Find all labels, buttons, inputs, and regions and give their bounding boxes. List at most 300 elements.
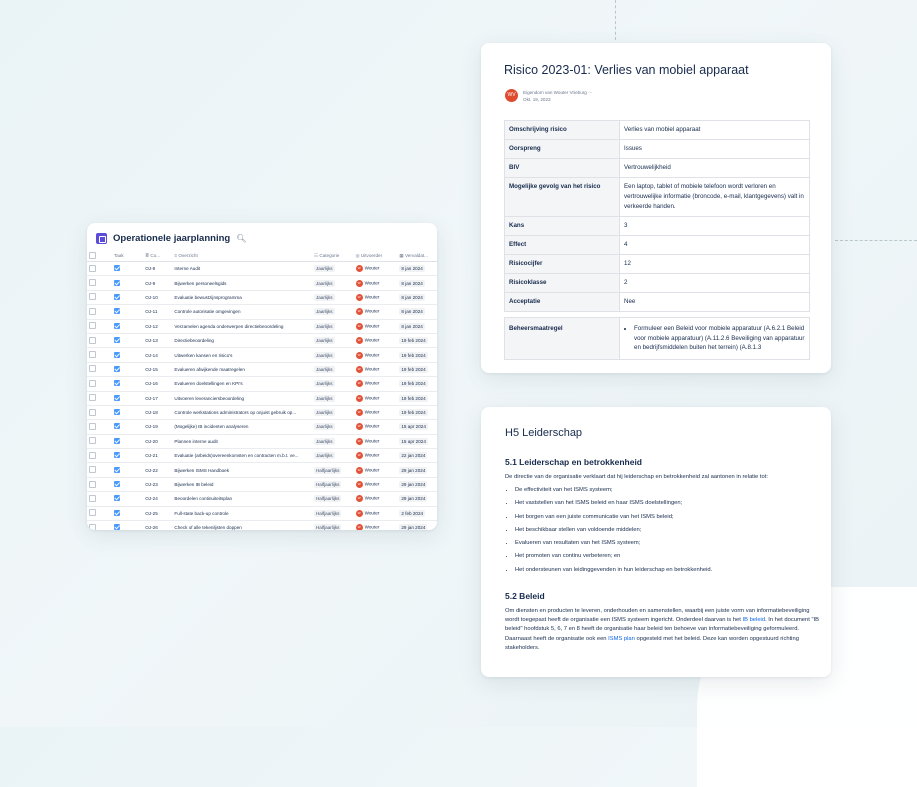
category-cell xyxy=(312,463,354,477)
measure-value xyxy=(620,318,810,360)
due-date: 8 jan 2024 xyxy=(401,266,423,272)
issue-summary[interactable]: Evalueren afwijkende maatregelen xyxy=(172,362,312,376)
dashed-connector xyxy=(615,0,616,40)
category-badge: Jaarlijks xyxy=(315,410,333,416)
category-badge: Jaarlijks xyxy=(315,309,333,315)
due-date-cell[interactable] xyxy=(397,305,437,319)
avatar: W xyxy=(356,438,363,445)
risk-field-value: Nee xyxy=(620,293,810,312)
avatar: W xyxy=(356,510,363,517)
list-item: • Het vaststellen van het ISMS beleid en haar ISMS doelstellingen; xyxy=(515,497,712,510)
issue-summary[interactable]: Uitvoeren leveranciersbeoordeling xyxy=(172,391,312,405)
table-row[interactable] xyxy=(87,276,437,290)
table-row[interactable] xyxy=(87,391,437,405)
avatar: W xyxy=(356,524,363,530)
assignee-name: Wouter xyxy=(364,438,380,444)
category-cell xyxy=(312,333,354,347)
category-badge: Jaarlijks xyxy=(315,338,333,344)
category-badge: Halfjaarlijks xyxy=(315,467,340,473)
due-date: 8 jan 2024 xyxy=(401,309,423,315)
issue-key[interactable]: OJ-24 xyxy=(143,492,172,506)
table-row xyxy=(505,255,810,274)
due-date-cell[interactable] xyxy=(397,362,437,376)
row-checkbox[interactable] xyxy=(87,305,112,319)
assignee-name: Wouter xyxy=(364,309,380,315)
assignee-cell[interactable] xyxy=(354,449,398,463)
due-date-cell[interactable] xyxy=(397,420,437,434)
issue-summary[interactable]: Directiebeoordeling xyxy=(172,333,312,347)
avatar[interactable]: WV xyxy=(505,89,518,102)
table-row[interactable] xyxy=(87,434,437,448)
table-row[interactable] xyxy=(87,348,437,362)
page-byline xyxy=(523,89,593,103)
assignee-cell[interactable] xyxy=(354,362,398,376)
due-date-cell[interactable] xyxy=(397,391,437,405)
avatar: W xyxy=(356,452,363,459)
list-item: • Het promoten van continu verbeteren; en xyxy=(515,550,712,563)
avatar: W xyxy=(356,352,363,359)
due-date: 15 apr 2024 xyxy=(401,424,426,430)
assignee-cell[interactable] xyxy=(354,348,398,362)
jaarplanning-card xyxy=(87,223,437,530)
category-badge: Jaarlijks xyxy=(315,381,333,387)
issue-summary[interactable]: Full-state back-up controle xyxy=(172,506,312,520)
assignee-cell[interactable] xyxy=(354,262,398,276)
measure-item: • Formuleer een Beleid voor mobiele apparatuur (A.6.2.1 Beleid voor mobiele apparatuur) (A.11.2.6 Beveiliging van apparatuur en bedrijfsmiddelen buiten het terrein) (A.8.1.3 xyxy=(634,324,805,353)
assignee-cell[interactable] xyxy=(354,434,398,448)
row-checkbox[interactable] xyxy=(87,290,112,304)
category-cell xyxy=(312,506,354,520)
avatar: W xyxy=(356,481,363,488)
column-header[interactable]: ▦ Vervaldat... xyxy=(397,250,437,262)
row-checkbox[interactable] xyxy=(87,333,112,347)
due-date-cell[interactable] xyxy=(397,333,437,347)
due-date-cell[interactable] xyxy=(397,506,437,520)
owner-label[interactable]: Eigendom van Wouter Vrieburg xyxy=(523,90,587,95)
row-checkbox[interactable] xyxy=(87,506,112,520)
assignee-cell[interactable] xyxy=(354,391,398,405)
risk-table xyxy=(504,120,810,312)
assignee-cell[interactable] xyxy=(354,319,398,333)
assignee-cell[interactable] xyxy=(354,492,398,506)
category-badge: Jaarlijks xyxy=(315,352,333,358)
category-cell xyxy=(312,348,354,362)
due-date: 2 feb 2024 xyxy=(401,510,424,516)
due-date-cell[interactable] xyxy=(397,521,437,530)
issue-key[interactable]: OJ-10 xyxy=(143,290,172,304)
table-row[interactable] xyxy=(87,333,437,347)
due-date-cell[interactable] xyxy=(397,434,437,448)
planning-title: Operationele jaarplanning xyxy=(113,233,231,244)
category-badge: Jaarlijks xyxy=(315,294,333,300)
column-header[interactable]: ☷ Categorie xyxy=(312,250,354,262)
leiderschap-card xyxy=(481,407,831,677)
category-cell xyxy=(312,521,354,530)
due-date-cell[interactable] xyxy=(397,477,437,491)
category-badge: Jaarlijks xyxy=(315,323,333,329)
risk-field-value: 12 xyxy=(620,255,810,274)
task-checkbox[interactable] xyxy=(112,492,143,506)
table-row xyxy=(505,217,810,236)
issue-key[interactable]: OJ-21 xyxy=(143,449,172,463)
due-date: 19 feb 2024 xyxy=(401,352,426,358)
issue-key[interactable]: OJ-20 xyxy=(143,434,172,448)
more-icon[interactable]: ⋯ xyxy=(588,90,593,95)
assignee-name: Wouter xyxy=(364,496,380,502)
list-item: • Het borgen van een juiste communicatie van het ISMS beleid; xyxy=(515,511,712,524)
assignee-name: Wouter xyxy=(364,524,380,530)
table-row[interactable] xyxy=(87,290,437,304)
task-checkbox[interactable] xyxy=(112,290,143,304)
category-cell xyxy=(312,377,354,391)
avatar: W xyxy=(356,467,363,474)
assignee-cell[interactable] xyxy=(354,276,398,290)
assignee-name: Wouter xyxy=(364,337,380,343)
table-row[interactable] xyxy=(87,319,437,333)
due-date: 29 jan 2024 xyxy=(401,496,426,502)
avatar: W xyxy=(356,380,363,387)
assignee-cell[interactable] xyxy=(354,405,398,419)
table-header-row xyxy=(87,250,437,262)
due-date: 19 feb 2024 xyxy=(401,381,426,387)
risk-page-title: Risico 2023-01: Verlies van mobiel apparaat xyxy=(504,63,749,77)
table-row[interactable] xyxy=(87,377,437,391)
avatar: W xyxy=(356,265,363,272)
assignee-name: Wouter xyxy=(364,381,380,387)
task-checkbox[interactable] xyxy=(112,391,143,405)
table-row[interactable] xyxy=(87,262,437,276)
category-badge: Jaarlijks xyxy=(315,280,333,286)
assignee-cell[interactable] xyxy=(354,290,398,304)
assignee-name: Wouter xyxy=(364,409,380,415)
row-checkbox[interactable] xyxy=(87,319,112,333)
due-date: 29 jan 2024 xyxy=(401,525,426,530)
table-row[interactable] xyxy=(87,420,437,434)
due-date: 8 jan 2024 xyxy=(401,280,423,286)
issue-summary[interactable]: (Mogelijke) IB incidenten analyseren xyxy=(172,420,312,434)
category-badge: Jaarlijks xyxy=(315,424,333,430)
due-date: 8 jan 2024 xyxy=(401,323,423,329)
risk-field-value: Een laptop, tablet of mobiele telefoon wordt verloren en vertrouwelijke informatie (broncode, e-mail, klantgegevens) valt in verkeerde handen. xyxy=(620,178,810,217)
row-checkbox[interactable] xyxy=(87,434,112,448)
issue-summary[interactable]: Beoordelen continuiteitsplan xyxy=(172,492,312,506)
avatar: W xyxy=(356,495,363,502)
issue-key[interactable]: OJ-8 xyxy=(143,262,172,276)
row-checkbox[interactable] xyxy=(87,521,112,530)
assignee-name: Wouter xyxy=(364,294,380,300)
task-checkbox[interactable] xyxy=(112,319,143,333)
category-cell xyxy=(312,276,354,290)
page-date: Okt. 19, 2023 xyxy=(523,97,551,102)
due-date: 19 feb 2024 xyxy=(401,366,426,372)
category-cell xyxy=(312,305,354,319)
risk-field-value: Vertrouwelijkheid xyxy=(620,159,810,178)
due-date-cell[interactable] xyxy=(397,492,437,506)
risk-field-key: Oorspreng xyxy=(505,140,620,159)
issue-summary[interactable]: Bijwerken IB beleid xyxy=(172,477,312,491)
issue-key[interactable]: OJ-11 xyxy=(143,305,172,319)
table-row xyxy=(505,274,810,293)
subsection-heading: 5.2 Beleid xyxy=(505,591,545,601)
table-row xyxy=(505,121,810,140)
task-checkbox[interactable] xyxy=(112,449,143,463)
assignee-cell[interactable] xyxy=(354,463,398,477)
table-row xyxy=(505,318,810,360)
category-cell xyxy=(312,391,354,405)
risk-field-key: Risicocijfer xyxy=(505,255,620,274)
issue-summary[interactable]: Evaluatie (arbeids)overeenkomsten en contracten m.b.t. ve... xyxy=(172,449,312,463)
assignee-name: Wouter xyxy=(364,265,380,271)
issue-key[interactable]: OJ-13 xyxy=(143,333,172,347)
table-row[interactable] xyxy=(87,449,437,463)
assignee-cell[interactable] xyxy=(354,506,398,520)
task-checkbox[interactable] xyxy=(112,477,143,491)
risico-card xyxy=(481,43,831,373)
table-row[interactable] xyxy=(87,305,437,319)
assignee-name: Wouter xyxy=(364,280,380,286)
task-checkbox[interactable] xyxy=(112,262,143,276)
category-cell xyxy=(312,362,354,376)
assignee-name: Wouter xyxy=(364,395,380,401)
column-header[interactable]: ◎ Uitvoerder xyxy=(354,250,398,262)
assignee-name: Wouter xyxy=(364,352,380,358)
avatar: W xyxy=(356,366,363,373)
table-row[interactable] xyxy=(87,506,437,520)
category-cell xyxy=(312,262,354,276)
due-date: 19 feb 2024 xyxy=(401,338,426,344)
issue-key[interactable]: OJ-22 xyxy=(143,463,172,477)
assignee-name: Wouter xyxy=(364,467,380,473)
issue-summary[interactable]: Uitwerken kansen en risico's xyxy=(172,348,312,362)
task-checkbox[interactable] xyxy=(112,333,143,347)
task-checkbox[interactable] xyxy=(112,305,143,319)
task-checkbox[interactable] xyxy=(112,405,143,419)
issue-summary[interactable]: Controle werkstations administrators op onjuist gebruik op... xyxy=(172,405,312,419)
table-row[interactable] xyxy=(87,405,437,419)
table-row[interactable] xyxy=(87,521,437,530)
intro-paragraph: De directie van de organisatie verklaart dat hij leiderschap en betrokkenheid zal aantonen in relatie tot: xyxy=(505,474,768,480)
avatar: W xyxy=(356,323,363,330)
assignee-cell[interactable] xyxy=(354,521,398,530)
column-header[interactable]: Taak xyxy=(112,250,143,262)
due-date-cell[interactable] xyxy=(397,449,437,463)
due-date: 15 apr 2024 xyxy=(401,438,426,444)
risk-field-key: Mogelijke gevolg van het risico xyxy=(505,178,620,217)
assignee-cell[interactable] xyxy=(354,333,398,347)
risk-field-value: Issues xyxy=(620,140,810,159)
category-cell xyxy=(312,434,354,448)
issue-key[interactable]: OJ-17 xyxy=(143,391,172,405)
avatar: W xyxy=(356,337,363,344)
avatar: W xyxy=(356,395,363,402)
measure-table xyxy=(504,317,810,360)
risk-field-value: Verlies van mobiel apparaat xyxy=(620,121,810,140)
issue-summary[interactable]: Evalueren doelstellingen en KPI's xyxy=(172,377,312,391)
assignee-cell[interactable] xyxy=(354,420,398,434)
isms-plan-link[interactable]: ISMS plan xyxy=(608,635,635,642)
jira-logo-icon xyxy=(96,233,107,244)
issue-key[interactable]: OJ-16 xyxy=(143,377,172,391)
category-badge: Jaarlijks xyxy=(315,395,333,401)
task-checkbox[interactable] xyxy=(112,521,143,530)
list-item: • Het ondersteunen van leidinggevenden in hun leiderschap en betrokkenheid. xyxy=(515,564,712,577)
due-date-cell[interactable] xyxy=(397,405,437,419)
issue-key[interactable]: OJ-12 xyxy=(143,319,172,333)
category-cell xyxy=(312,290,354,304)
table-row[interactable] xyxy=(87,362,437,376)
row-checkbox[interactable] xyxy=(87,420,112,434)
task-checkbox[interactable] xyxy=(112,506,143,520)
ib-beleid-link[interactable]: IB beleid xyxy=(742,617,766,624)
category-badge: Jaarlijks xyxy=(315,438,333,444)
table-row xyxy=(505,178,810,217)
issue-key[interactable]: OJ-18 xyxy=(143,405,172,419)
row-checkbox[interactable] xyxy=(87,449,112,463)
table-row xyxy=(505,293,810,312)
issue-key[interactable]: OJ-15 xyxy=(143,362,172,376)
list-item: • De effectiviteit van het ISMS systeem; xyxy=(515,484,712,497)
assignee-name: Wouter xyxy=(364,323,380,329)
policy-paragraph: Om diensten en producten te leveren, onderhouden en samenstellen, waarbij een juiste vorm van informatiebeveiliging wordt toegepast heeft de organisatie een ISMS systeem ingericht. Onderdeel daarvan is het IB beleid. In het document "IB beleid" hoofdstuk 5, 6, 7 en 8 heeft de organisatie haar beleid ten behoeve van informatiebeveiliging geformuleerd. Daarnaast heeft de organisatie ook een ISMS plan opgesteld met het beleid. Deze kan worden opgestuurd richting stakeholders. xyxy=(505,608,820,651)
subsection-heading: 5.1 Leiderschap en betrokkenheid xyxy=(505,457,642,467)
assignee-name: Wouter xyxy=(364,366,380,372)
risk-field-key: Effect xyxy=(505,236,620,255)
row-checkbox[interactable] xyxy=(87,391,112,405)
category-badge: Jaarlijks xyxy=(315,266,333,272)
task-checkbox[interactable] xyxy=(112,420,143,434)
issue-key[interactable]: OJ-23 xyxy=(143,477,172,491)
assignee-name: Wouter xyxy=(364,424,380,430)
due-date-cell[interactable] xyxy=(397,290,437,304)
issue-summary[interactable]: Controle autorisatie omgevingen xyxy=(172,305,312,319)
due-date-cell[interactable] xyxy=(397,348,437,362)
issue-summary[interactable]: Bijwerken personeelsgids xyxy=(172,276,312,290)
table-row[interactable] xyxy=(87,492,437,506)
task-checkbox[interactable] xyxy=(112,348,143,362)
row-checkbox[interactable] xyxy=(87,362,112,376)
row-checkbox[interactable] xyxy=(87,463,112,477)
avatar: W xyxy=(356,308,363,315)
category-badge: Halfjaarlijks xyxy=(315,510,340,516)
list-item: • Het beschikbaar stellen van voldoende middelen; xyxy=(515,524,712,537)
issue-summary[interactable]: Bijwerken ISMS Handboek xyxy=(172,463,312,477)
category-cell xyxy=(312,477,354,491)
due-date-cell[interactable] xyxy=(397,377,437,391)
assignee-cell[interactable] xyxy=(354,477,398,491)
column-header[interactable]: ≡ Overzicht xyxy=(172,250,312,262)
task-checkbox[interactable] xyxy=(112,362,143,376)
task-checkbox[interactable] xyxy=(112,276,143,290)
assignee-cell[interactable] xyxy=(354,377,398,391)
planning-table xyxy=(87,250,437,530)
table-row xyxy=(505,140,810,159)
risk-field-key: Kans xyxy=(505,217,620,236)
avatar: W xyxy=(356,294,363,301)
category-cell xyxy=(312,449,354,463)
issue-summary[interactable]: Plannen interne audit xyxy=(172,434,312,448)
category-cell xyxy=(312,492,354,506)
risk-field-key: BIV xyxy=(505,159,620,178)
due-date: 22 jan 2024 xyxy=(401,453,426,459)
row-checkbox[interactable] xyxy=(87,276,112,290)
category-badge: Jaarlijks xyxy=(315,453,333,459)
assignee-name: Wouter xyxy=(364,481,380,487)
category-cell xyxy=(312,420,354,434)
task-checkbox[interactable] xyxy=(112,463,143,477)
avatar: W xyxy=(356,409,363,416)
category-badge: Halfjaarlijks xyxy=(315,496,340,502)
row-checkbox[interactable] xyxy=(87,492,112,506)
risk-field-value: 3 xyxy=(620,217,810,236)
task-checkbox[interactable] xyxy=(112,434,143,448)
category-cell xyxy=(312,319,354,333)
issue-key[interactable]: OJ-9 xyxy=(143,276,172,290)
avatar: W xyxy=(356,423,363,430)
risk-field-key: Risicoklasse xyxy=(505,274,620,293)
assignee-cell[interactable] xyxy=(354,305,398,319)
row-checkbox[interactable] xyxy=(87,377,112,391)
due-date-cell[interactable] xyxy=(397,463,437,477)
row-checkbox[interactable] xyxy=(87,262,112,276)
measure-key: Beheersmaatregel xyxy=(505,318,620,360)
table-row xyxy=(505,159,810,178)
row-checkbox[interactable] xyxy=(87,405,112,419)
row-checkbox[interactable] xyxy=(87,477,112,491)
planning-header xyxy=(87,223,437,250)
bullet-list xyxy=(505,484,712,577)
search-icon[interactable]: 🔍︎ xyxy=(236,234,247,243)
issue-summary[interactable]: Interne Audit xyxy=(172,262,312,276)
column-header[interactable]: ≣ Co... xyxy=(143,250,172,262)
due-date-cell[interactable] xyxy=(397,276,437,290)
risk-field-value: 4 xyxy=(620,236,810,255)
due-date: 29 jan 2024 xyxy=(401,482,426,488)
issue-key[interactable]: OJ-14 xyxy=(143,348,172,362)
assignee-name: Wouter xyxy=(364,510,380,516)
issue-summary[interactable]: Evaluatie bewustzijnsprogramma xyxy=(172,290,312,304)
assignee-name: Wouter xyxy=(364,452,380,458)
risk-field-key: Omschrijving risico xyxy=(505,121,620,140)
due-date: 19 feb 2024 xyxy=(401,395,426,401)
risk-field-key: Acceptatie xyxy=(505,293,620,312)
table-row xyxy=(505,236,810,255)
avatar: W xyxy=(356,280,363,287)
dashed-connector xyxy=(835,240,917,241)
issue-key[interactable]: OJ-19 xyxy=(143,420,172,434)
risk-field-value: 2 xyxy=(620,274,810,293)
table-row[interactable] xyxy=(87,463,437,477)
issue-key[interactable]: OJ-25 xyxy=(143,506,172,520)
due-date: 29 jan 2024 xyxy=(401,467,426,473)
due-date-cell[interactable] xyxy=(397,319,437,333)
task-checkbox[interactable] xyxy=(112,377,143,391)
issue-key[interactable]: OJ-26 xyxy=(143,521,172,530)
issue-summary[interactable]: Verzamelen agenda onderwerpen directiebeoordeling xyxy=(172,319,312,333)
row-checkbox[interactable] xyxy=(87,348,112,362)
due-date: 19 feb 2024 xyxy=(401,410,426,416)
due-date: 8 jan 2024 xyxy=(401,294,423,300)
table-row[interactable] xyxy=(87,477,437,491)
select-all-checkbox[interactable] xyxy=(87,250,112,262)
issue-summary[interactable]: Check of alle tekenlijsten doppen xyxy=(172,521,312,530)
category-badge: Halfjaarlijks xyxy=(315,525,340,530)
due-date-cell[interactable] xyxy=(397,262,437,276)
category-badge: Jaarlijks xyxy=(315,366,333,372)
category-badge: Halfjaarlijks xyxy=(315,482,340,488)
category-cell xyxy=(312,405,354,419)
section-title: H5 Leiderschap xyxy=(505,427,583,439)
list-item: • Evalueren van resultaten van het ISMS systeem; xyxy=(515,537,712,550)
